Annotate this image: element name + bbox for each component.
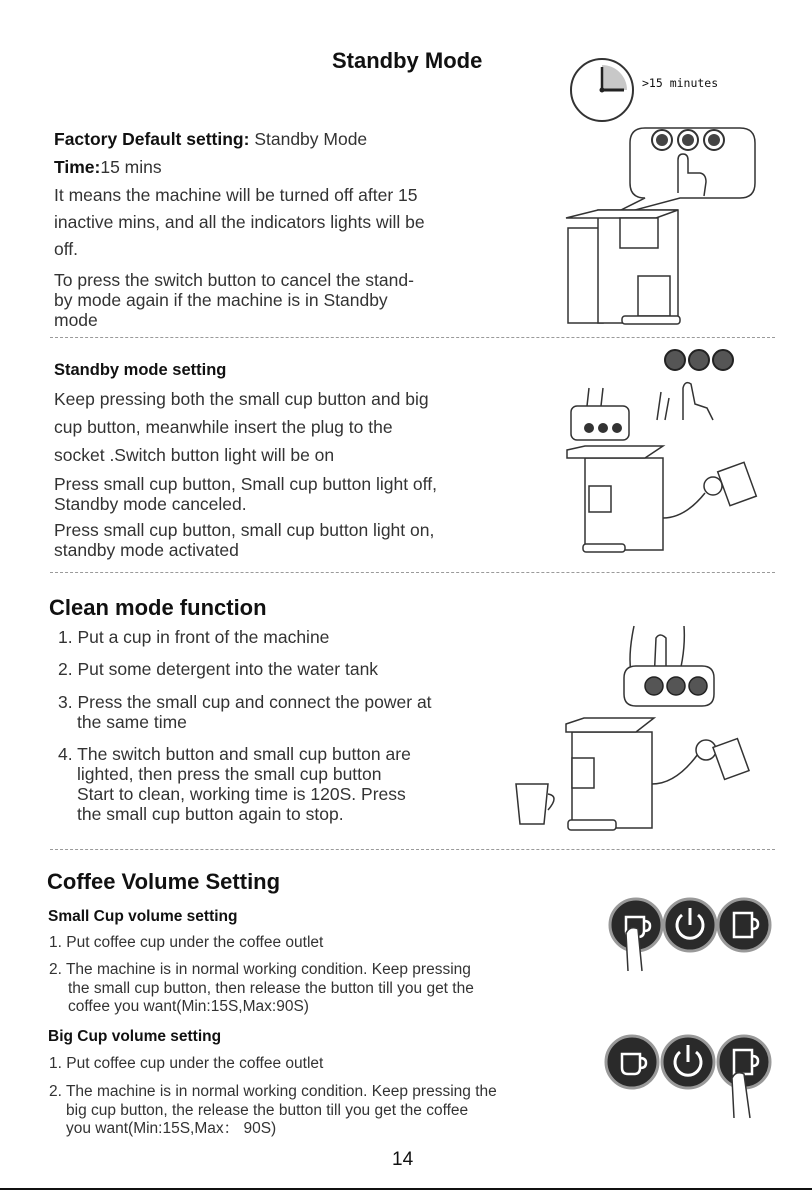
standby-time [54,154,162,181]
page-bottom-rule [0,1188,812,1190]
clean-step-2: 2. Put some detergent into the water tank [58,659,379,679]
small-cup-buttons [606,893,776,973]
big-cup-step-1: 1. Put coffee cup under the coffee outlet [49,1055,324,1072]
standby-cancel-text [54,474,437,514]
page-title: Standby Mode [332,48,483,73]
step-line: you want(Min:15S,Max： 90S) [66,1120,277,1137]
step-line: lighted, then press the small cup button [77,764,382,784]
standby-cancel [54,270,414,330]
section-divider [50,337,775,338]
step-line: 2. The machine is in normal working condition. Keep pressing [49,961,471,978]
big-cup-step-2 [49,1083,497,1139]
standby-setting-heading: Standby mode setting [54,361,227,379]
section-divider [50,849,775,850]
small-cup-step-1: 1. Put coffee cup under the coffee outlet [49,934,324,951]
default-label: Factory Default setting: [54,129,250,149]
setting-line: Press small cup button, small cup button light on, [54,520,435,540]
standby-setting-illustration [565,348,765,558]
big-cup-buttons [604,1030,774,1120]
step-line: the small cup button again to stop. [77,804,344,824]
clean-step-3 [58,692,432,732]
desc-line: It means the machine will be turned off after 15 [54,185,418,205]
clean-step-4 [58,744,411,824]
standby-default [54,126,367,153]
small-cup-step-2 [49,961,474,1017]
time-value: 15 mins [100,157,162,177]
timer-label: >15 minutes [642,76,719,90]
setting-line: socket .Switch button light will be on [54,445,335,465]
setting-line: standby mode activated [54,540,239,560]
clean-heading: Clean mode function [49,595,267,620]
small-cup-heading: Small Cup volume setting [48,908,238,925]
time-label: Time: [54,157,101,177]
step-line: 2. The machine is in normal working condition. Keep pressing the [49,1083,497,1100]
step-line: 4. The switch button and small cup button are [58,744,411,764]
standby-desc [54,182,425,263]
clean-mode-illustration [506,624,766,839]
clock-icon [568,56,636,124]
step-line: the same time [77,712,187,732]
default-value: Standby Mode [249,129,368,149]
step-line: 3. Press the small cup and connect the power at [58,692,432,712]
standby-setting-text [54,385,429,469]
volume-heading: Coffee Volume Setting [47,869,281,894]
setting-line: Standby mode canceled. [54,494,247,514]
desc-line: off. [54,239,79,259]
step-line: the small cup button, then release the button till you get the [68,979,474,997]
setting-line: cup button, meanwhile insert the plug to the [54,417,393,437]
section-divider [50,572,775,573]
cancel-line: mode [54,310,98,330]
step-line: Start to clean, working time is 120S. Press [77,784,406,804]
setting-line: Press small cup button, Small cup button light off, [54,474,437,494]
desc-line: inactive mins, and all the indicators lights will be [54,212,425,232]
standby-activate-text [54,520,434,560]
step-line: coffee you want(Min:15S,Max:90S) [68,998,309,1015]
page-number: 14 [392,1149,414,1170]
setting-line: Keep pressing both the small cup button and big [54,389,429,409]
cancel-line: To press the switch button to cancel the stand- [54,270,414,290]
cancel-line: by mode again if the machine is in Standby [54,290,388,310]
button-panel-callout [560,118,760,333]
clean-step-1: 1. Put a cup in front of the machine [58,627,330,647]
big-cup-heading: Big Cup volume setting [48,1028,222,1045]
step-line: big cup button, the release the button till you get the coffee [66,1101,469,1119]
